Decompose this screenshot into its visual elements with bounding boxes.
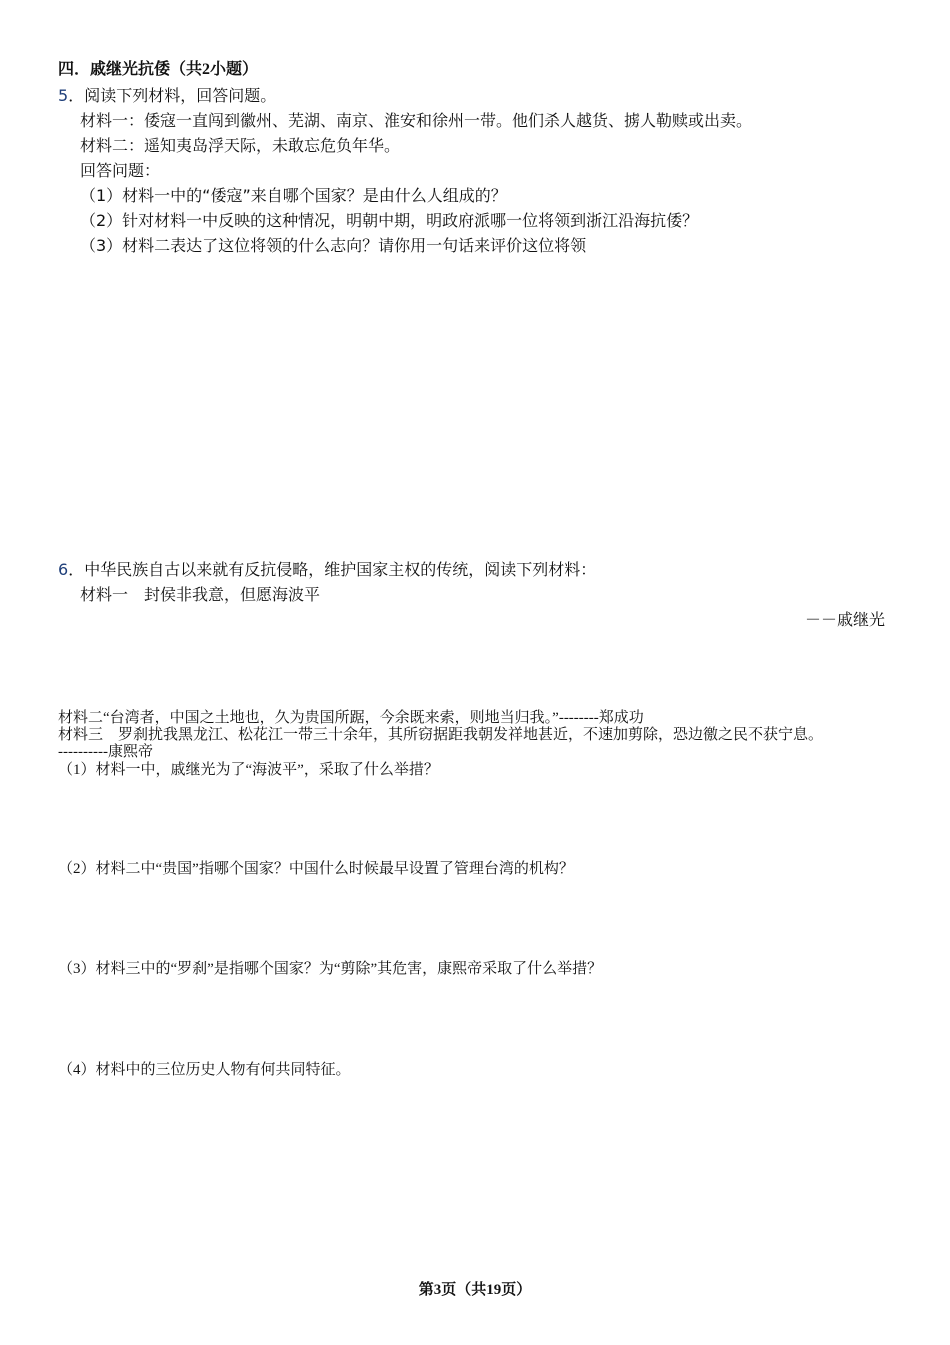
question-5-prompt-line [58, 88, 276, 104]
question-5-material-1: 材料一：倭寇一直闯到徽州、芜湖、南京、淮安和徐州一带。他们杀人越货、掳人勒赎或出卖。 [80, 111, 753, 130]
question-6-sub-4: （4）材料中的三位历史人物有何共同特征。 [58, 1062, 351, 1078]
question-6-material-1-source: －－戚继光 [805, 610, 886, 629]
page-footer: 第3页（共19页） [418, 1282, 532, 1298]
question-6-sub-1: （1）材料一中，戚继光为了“海波平”，采取了什么举措？ [58, 762, 439, 778]
question-6-material-3: 材料三 罗刹扰我黑龙江、松花江一带三十余年，其所窃据距我朝发祥地甚近，不速加剪除，恐边徼之民不获宁息。 [58, 727, 824, 743]
question-5-material-2: 材料二：遥知夷岛浮天际，未敢忘危负年华。 [80, 136, 401, 155]
question-6-sub-3: （3）材料三中的“罗刹”是指哪个国家？为“剪除”其危害，康熙帝采取了什么举措？ [58, 961, 603, 977]
question-6-prompt: ．中华民族自古以来就有反抗侵略，维护国家主权的传统，阅读下列材料： [68, 560, 597, 579]
question-6-number: 6 [58, 560, 69, 579]
question-5-prompt: ．阅读下列材料，回答问题。 [68, 86, 277, 105]
question-6-sub-2: （2）材料二中“贵国”指哪个国家？中国什么时候最早设置了管理台湾的机构？ [58, 861, 574, 877]
question-5-sub-3: （3）材料二表达了这位将领的什么志向？请你用一句话来评价这位将领 [80, 236, 587, 255]
question-5-number: 5 [58, 86, 69, 105]
question-6-prompt-line [58, 562, 596, 578]
question-6-material-1: 材料一 封侯非我意，但愿海波平 [80, 585, 321, 604]
question-6-material-3-source: ----------康熙帝 [58, 744, 153, 760]
question-5-sub-2: （2）针对材料一中反映的这种情况，明朝中期，明政府派哪一位将领到浙江沿海抗倭？ [80, 211, 699, 230]
question-5-answer-label: 回答问题： [80, 161, 161, 180]
question-6-material-2: 材料二“台湾者，中国之土地也，久为贵国所踞，今余既来索，则地当归我。”--------郑成功 [58, 710, 644, 726]
section-title: 四．戚继光抗倭（共2小题） [58, 61, 259, 78]
question-5-sub-1: （1）材料一中的“倭寇”来自哪个国家？是由什么人组成的？ [80, 186, 507, 205]
